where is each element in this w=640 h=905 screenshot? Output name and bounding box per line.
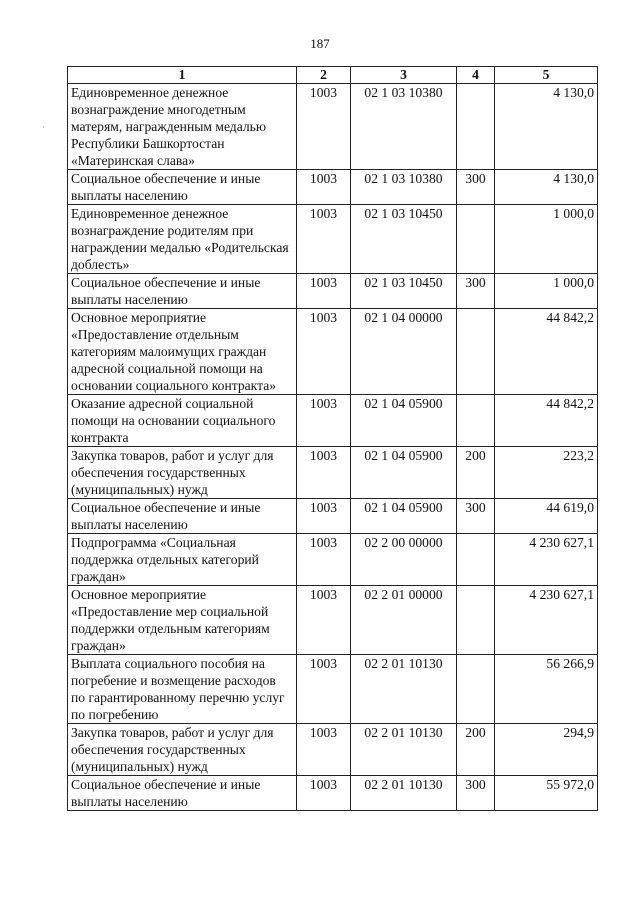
row-name-cell: Выплата социального пособия на погребение и возмещение расходов по гарантированному перечню услуг по погребению	[68, 655, 297, 724]
row-target-code-cell: 02 1 04 05900	[351, 499, 457, 534]
table-row	[68, 534, 598, 586]
row-section-code-cell: 1003	[297, 395, 351, 447]
row-section-code-cell: 1003	[297, 205, 351, 274]
row-expense-type-cell	[457, 84, 495, 170]
row-expense-type-cell: 200	[457, 724, 495, 776]
row-section-code-cell: 1003	[297, 586, 351, 655]
row-name-cell: Социальное обеспечение и иные выплаты населению	[68, 776, 297, 811]
row-section-code-cell: 1003	[297, 170, 351, 205]
row-amount-cell: 223,2	[495, 447, 598, 499]
row-section-code-cell: 1003	[297, 447, 351, 499]
row-amount-cell: 4 230 627,1	[495, 534, 598, 586]
row-name-cell: Единовременное денежное вознаграждение многодетным матерям, награжденным медалью Республики Башкортостан «Материнская слава»	[68, 84, 297, 170]
row-amount-cell: 55 972,0	[495, 776, 598, 811]
table-row	[68, 170, 598, 205]
row-target-code-cell: 02 1 04 00000	[351, 309, 457, 395]
row-expense-type-cell: 300	[457, 170, 495, 205]
row-name-cell: Социальное обеспечение и иные выплаты населению	[68, 170, 297, 205]
row-expense-type-cell: 300	[457, 776, 495, 811]
row-name-cell: Закупка товаров, работ и услуг для обеспечения государственных (муниципальных) нужд	[68, 447, 297, 499]
table-row	[68, 84, 598, 170]
row-section-code-cell: 1003	[297, 84, 351, 170]
row-target-code-cell: 02 1 04 05900	[351, 447, 457, 499]
row-amount-cell: 1 000,0	[495, 274, 598, 309]
row-name-cell: Социальное обеспечение и иные выплаты населению	[68, 274, 297, 309]
row-target-code-cell: 02 1 03 10450	[351, 205, 457, 274]
row-expense-type-cell	[457, 586, 495, 655]
row-name-cell: Закупка товаров, работ и услуг для обеспечения государственных (муниципальных) нужд	[68, 724, 297, 776]
row-target-code-cell: 02 1 03 10450	[351, 274, 457, 309]
row-target-code-cell: 02 2 01 10130	[351, 776, 457, 811]
table-row	[68, 274, 598, 309]
margin-mark: ·	[42, 122, 45, 132]
row-amount-cell: 4 230 627,1	[495, 586, 598, 655]
budget-table	[67, 66, 598, 811]
row-target-code-cell: 02 2 00 00000	[351, 534, 457, 586]
row-amount-cell: 1 000,0	[495, 205, 598, 274]
row-amount-cell: 4 130,0	[495, 170, 598, 205]
row-name-cell: Единовременное денежное вознаграждение родителям при награждении медалью «Родительская доблесть»	[68, 205, 297, 274]
row-target-code-cell: 02 1 03 10380	[351, 84, 457, 170]
row-target-code-cell: 02 1 04 05900	[351, 395, 457, 447]
row-name-cell: Оказание адресной социальной помощи на основании социального контракта	[68, 395, 297, 447]
table-row	[68, 724, 598, 776]
row-expense-type-cell: 300	[457, 274, 495, 309]
table-row	[68, 655, 598, 724]
row-expense-type-cell: 200	[457, 447, 495, 499]
row-amount-cell: 294,9	[495, 724, 598, 776]
row-amount-cell: 56 266,9	[495, 655, 598, 724]
table-row	[68, 586, 598, 655]
row-name-cell: Подпрограмма «Социальная поддержка отдельных категорий граждан»	[68, 534, 297, 586]
table-row	[68, 499, 598, 534]
row-expense-type-cell	[457, 395, 495, 447]
row-amount-cell: 4 130,0	[495, 84, 598, 170]
row-expense-type-cell: 300	[457, 499, 495, 534]
column-header-2: 2	[297, 67, 351, 84]
row-amount-cell: 44 619,0	[495, 499, 598, 534]
row-name-cell: Социальное обеспечение и иные выплаты населению	[68, 499, 297, 534]
row-amount-cell: 44 842,2	[495, 309, 598, 395]
row-section-code-cell: 1003	[297, 274, 351, 309]
row-name-cell: Основное мероприятие «Предоставление отдельным категориям малоимущих граждан адресной социальной помощи на основании социального контракта»	[68, 309, 297, 395]
table-row	[68, 309, 598, 395]
row-section-code-cell: 1003	[297, 534, 351, 586]
table-body	[68, 84, 598, 811]
column-header-1: 1	[68, 67, 297, 84]
table-row	[68, 447, 598, 499]
row-section-code-cell: 1003	[297, 499, 351, 534]
row-section-code-cell: 1003	[297, 655, 351, 724]
row-section-code-cell: 1003	[297, 309, 351, 395]
row-target-code-cell: 02 2 01 10130	[351, 655, 457, 724]
table-row	[68, 776, 598, 811]
row-expense-type-cell	[457, 309, 495, 395]
page-number: 187	[310, 36, 330, 51]
row-expense-type-cell	[457, 534, 495, 586]
row-section-code-cell: 1003	[297, 776, 351, 811]
table-row	[68, 205, 598, 274]
row-expense-type-cell	[457, 655, 495, 724]
row-amount-cell: 44 842,2	[495, 395, 598, 447]
row-section-code-cell: 1003	[297, 724, 351, 776]
column-header-5: 5	[495, 67, 598, 84]
row-expense-type-cell	[457, 205, 495, 274]
column-header-3: 3	[351, 67, 457, 84]
row-name-cell: Основное мероприятие «Предоставление мер социальной поддержки отдельным категориям граждан»	[68, 586, 297, 655]
row-target-code-cell: 02 2 01 10130	[351, 724, 457, 776]
row-target-code-cell: 02 1 03 10380	[351, 170, 457, 205]
table-header-row	[68, 67, 598, 84]
column-header-4: 4	[457, 67, 495, 84]
row-target-code-cell: 02 2 01 00000	[351, 586, 457, 655]
table-row	[68, 395, 598, 447]
